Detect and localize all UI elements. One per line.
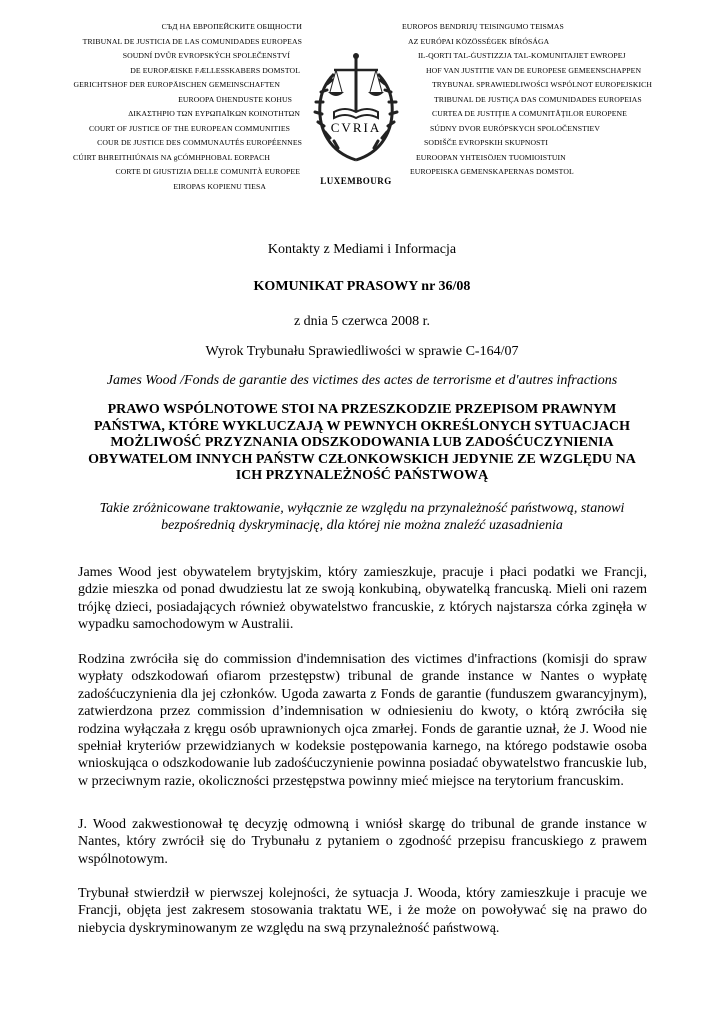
court-names-left xyxy=(40,20,302,194)
body-paragraph: James Wood jest obywatelem brytyjskim, który zamieszkuje, pracuje i płaci podatki we Francji, gdzie mieszka od ponad dwudziestu lat ze swoją konkubiną, obywatelką francuską. Mieli oni razem trójkę dzieci, posiadających również obywatelstwo francuskie, z których najstarsza córka zginęła w wypadku samochodowym w Australii. xyxy=(78,565,647,633)
court-name-it: CORTE DI GIUSTIZIA DELLE COMUNITÀ EUROPEE xyxy=(115,167,300,176)
court-name-pl: TRYBUNAŁ SPRAWIEDLIWOŚCI WSPÓLNOT EUROPEJSKICH xyxy=(432,80,653,89)
court-name-ro: CURTEA DE JUSTIŢIE A COMUNITĂŢILOR EUROPENE xyxy=(432,109,627,118)
logo-location-text: LUXEMBOURG xyxy=(320,176,392,186)
court-name-es: TRIBUNAL DE JUSTICIA DE LAS COMUNIDADES EUROPEAS xyxy=(82,36,302,46)
court-name-fi: EUROOPAN YHTEISÖJEN TUOMIOISTUIN xyxy=(416,152,566,162)
court-logo xyxy=(308,48,404,186)
logo-curia-text: CVRIA xyxy=(330,120,382,135)
court-name-hu: AZ EURÓPAI KÖZÖSSÉGEK BÍRÓSÁGA xyxy=(408,36,550,46)
headline: PRAWO WSPÓLNOTOWE STOI NA PRZESZKODZIE PRZEPISOM PRAWNYM PAŃSTWA, KTÓRE WYKLUCZAJĄ W PEWNYCH OKREŚLONYCH SYTUACJACH MOŻLIWOŚĆ PRZYZNANIA ODSZKODOWANIA LUB ZADOŚĆUCZYNIENIA OBYWATELOM INNYCH PAŃSTW CZŁONKOWSKICH JEDYNIE ZE WZGLĘDU NA ICH PRZYNALEŻNOŚĆ PAŃSTWOWĄ xyxy=(88,402,636,483)
court-name-lt: EUROPOS BENDRIJŲ TEISINGUMO TEISMAS xyxy=(402,22,564,31)
body-paragraph: Rodzina zwróciła się do commission d'indemnisation des victimes d'infractions (komisji do spraw wypłaty odszkodowań ofiarom przestępstw) tribunal de grande instance w Nantes o wypłatę zadośćuczynienia dla jej członków. Ugoda zawarta z Fonds de garantie (funduszem gwarancyjnym), zatwierdzona przez commission d’indemnisation w odniesieniu do kwoty, o którą zwróciła się rodzina wyłączała z kręgu osób uprawnionych ojca zmarłej. Fonds de garantie uznał, że J. Wood nie spełniał kryteriów przewidzianych w kodeksie postępowania karnego, na którego podstawie osoba wnioskująca o odszkodowanie lub zadośćuczynienie powinna posiadać obywatelstwo francuskie lub, w przeciwnym razie, okoliczności przestępstwa powinny mieć miejsce na terytorium francuskim. xyxy=(78,652,647,789)
court-name-da: DE EUROPÆISKE FÆLLESSKABERS DOMSTOL xyxy=(130,65,300,75)
court-name-ga: CÚIRT BHREITHIÚNAIS NA gCÓMHPHOBAL EORPACH xyxy=(73,152,270,162)
court-name-el: ΔΙΚΑΣΤΗΡΙΟ ΤΩΝ ΕΥΡΩΠΑΪΚΩΝ ΚΟΙΝΟΤΗΤΩΝ xyxy=(128,109,300,118)
court-name-fr: COUR DE JUSTICE DES COMMUNAUTÉS EUROPÉENNES xyxy=(97,138,302,147)
subheadline: Takie zróżnicowane traktowanie, wyłącznie ze względu na przynależność państwową, stanowi bezpośrednią dyskryminację, dla której nie można znaleźć uzasadnienia xyxy=(99,501,625,533)
court-name-nl: HOF VAN JUSTITIE VAN DE EUROPESE GEMEENSCHAPPEN xyxy=(426,65,642,75)
court-name-en: COURT OF JUSTICE OF THE EUROPEAN COMMUNITIES xyxy=(89,123,290,133)
court-name-sv: EUROPEISKA GEMENSKAPERNAS DOMSTOL xyxy=(410,167,574,176)
court-name-bg: СЪД НА ЕВРОПЕЙСКИТЕ ОБЩНОСТИ xyxy=(161,22,302,31)
body-paragraph: J. Wood zakwestionował tę decyzję odmowną i wniósł skargę do tribunal de grande instance w Nantes, który zwrócił się do Trybunału z pytaniem o zgodność przepisu francuskiego z prawem wspólnotowym. xyxy=(78,817,647,867)
judgment-reference: Wyrok Trybunału Sprawiedliwości w sprawie C-164/07 xyxy=(205,344,519,359)
body-paragraph: Trybunał stwierdził w pierwszej kolejności, że sytuacja J. Wooda, który zamieszkuje i pracuje we Francji, objęta jest zakresem stosowania traktatu WE, i że może on powoływać się na prawo do niebycia dyskryminowanym ze względu na swą przynależność państwową. xyxy=(78,886,647,936)
scales-of-justice-icon xyxy=(308,48,404,168)
court-name-et: EUROOPA ÜHENDUSTE KOHUS xyxy=(178,94,292,104)
court-name-sk: SÚDNY DVOR EURÓPSKYCH SPOLOČENSTIEV xyxy=(430,123,601,133)
court-names-right xyxy=(402,20,692,180)
release-date: z dnia 5 czerwca 2008 r. xyxy=(293,314,431,329)
court-name-sl: SODIŠČE EVROPSKIH SKUPNOSTI xyxy=(424,138,549,147)
court-name-pt: TRIBUNAL DE JUSTIÇA DAS COMUNIDADES EUROPEIAS xyxy=(434,94,642,104)
case-parties: James Wood /Fonds de garantie des victimes des actes de terrorisme et d'autres infractions xyxy=(106,373,618,388)
court-header xyxy=(0,12,724,192)
court-name-cs: SOUDNÍ DVŮR EVROPSKÝCH SPOLEČENSTVÍ xyxy=(122,51,290,60)
court-name-mt: IL-QORTI TAL-ĠUSTIZZJA TAL-KOMUNITAJIET EWROPEJ xyxy=(418,51,626,60)
court-name-de: GERICHTSHOF DER EUROPÄISCHEN GEMEINSCHAFTEN xyxy=(73,80,280,89)
press-release-title: KOMUNIKAT PRASOWY nr 36/08 xyxy=(253,279,471,294)
contact-line: Kontakty z Mediami i Informacja xyxy=(267,242,457,257)
court-name-lv: EIROPAS KOPIENU TIESA xyxy=(173,181,266,191)
